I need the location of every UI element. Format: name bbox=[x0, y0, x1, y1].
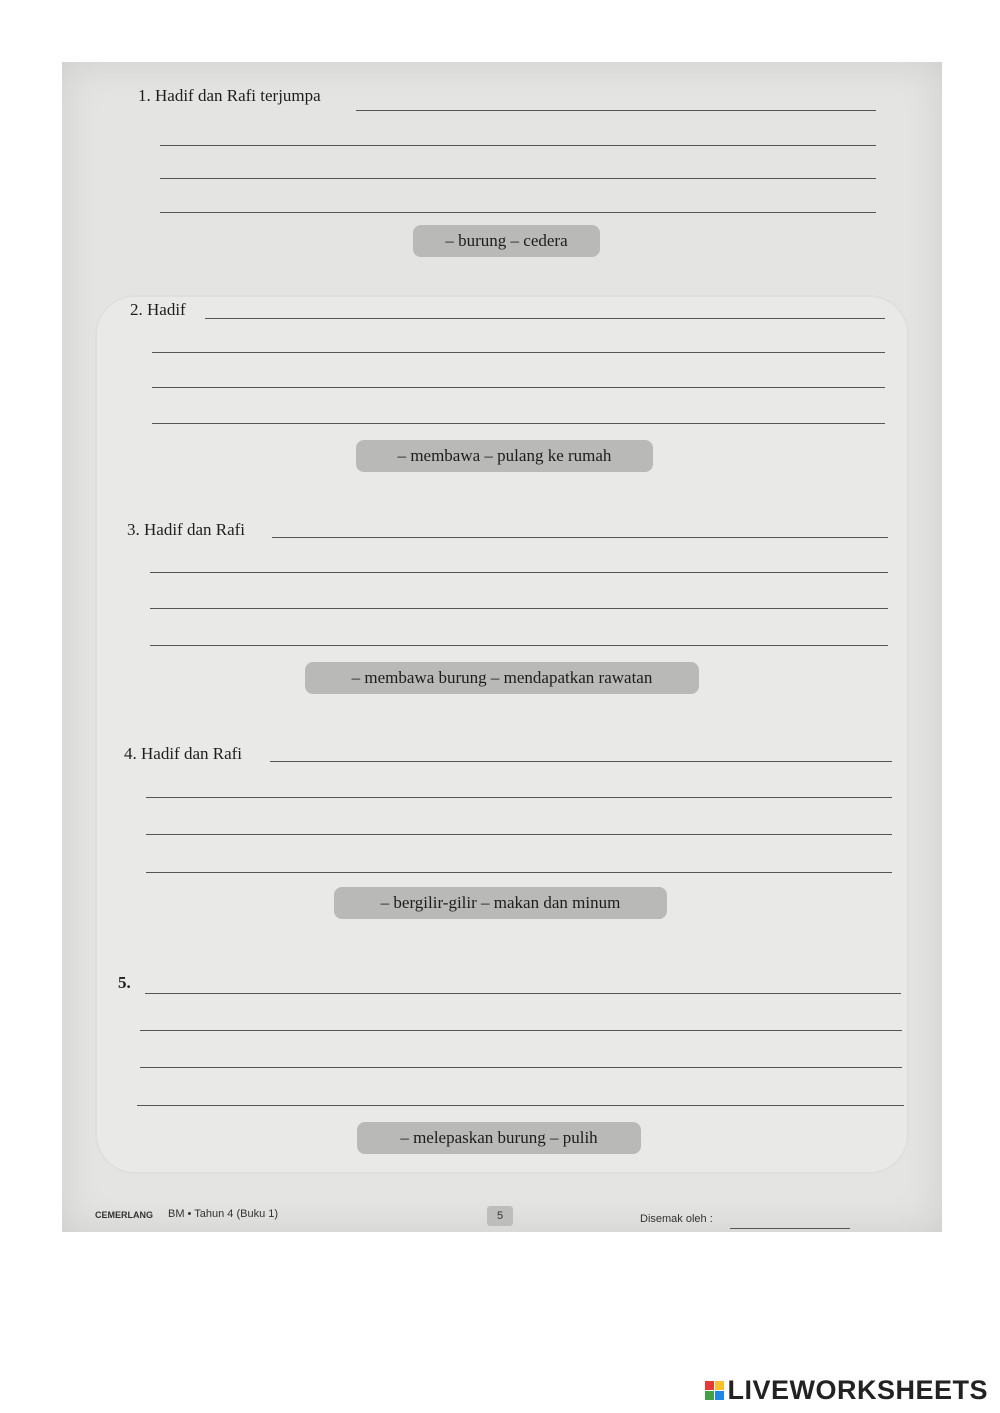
answer-line-2-4[interactable] bbox=[152, 423, 885, 424]
question-2-label: 2. Hadif bbox=[130, 300, 186, 319]
answer-line-4-4[interactable] bbox=[146, 872, 892, 873]
answer-line-2-2[interactable] bbox=[152, 352, 885, 353]
answer-line-3-3[interactable] bbox=[150, 608, 888, 609]
publisher-logo: CEMERLANG bbox=[95, 1210, 153, 1220]
hint-box-1: – burung – cedera bbox=[413, 225, 600, 257]
answer-line-5-2[interactable] bbox=[140, 1030, 902, 1031]
answer-line-2-1[interactable] bbox=[205, 318, 885, 319]
checked-by-label: Disemak oleh : bbox=[640, 1213, 713, 1225]
answer-line-4-3[interactable] bbox=[146, 834, 892, 835]
book-title: BM • Tahun 4 (Buku 1) bbox=[168, 1208, 279, 1220]
hint-box-2: – membawa – pulang ke rumah bbox=[356, 440, 653, 472]
answer-line-4-2[interactable] bbox=[146, 797, 892, 798]
answer-line-3-1[interactable] bbox=[272, 537, 888, 538]
brand-text: LIVEWORKSHEETS bbox=[727, 1375, 988, 1405]
hint-box-5: – melepaskan burung – pulih bbox=[357, 1122, 641, 1154]
answer-line-3-4[interactable] bbox=[150, 645, 888, 646]
answer-line-5-1[interactable] bbox=[145, 993, 901, 994]
checked-by-line[interactable] bbox=[730, 1228, 850, 1229]
answer-line-1-4[interactable] bbox=[160, 212, 876, 213]
hint-box-4: – bergilir-gilir – makan dan minum bbox=[334, 887, 667, 919]
liveworksheets-logo-icon bbox=[705, 1381, 724, 1400]
answer-line-1-1[interactable] bbox=[356, 110, 876, 111]
liveworksheets-watermark bbox=[705, 1375, 988, 1406]
question-3-label: 3. Hadif dan Rafi bbox=[127, 520, 246, 539]
faded-background-illustration bbox=[95, 295, 909, 1174]
question-5-label: 5. bbox=[118, 973, 131, 992]
answer-line-2-3[interactable] bbox=[152, 387, 885, 388]
answer-line-5-4[interactable] bbox=[137, 1105, 904, 1106]
answer-line-1-3[interactable] bbox=[160, 178, 876, 179]
answer-line-5-3[interactable] bbox=[140, 1067, 902, 1068]
answer-line-4-1[interactable] bbox=[270, 761, 892, 762]
hint-box-3: – membawa burung – mendapatkan rawatan bbox=[305, 662, 699, 694]
question-1-label: 1. Hadif dan Rafi terjumpa bbox=[138, 86, 321, 105]
answer-line-1-2[interactable] bbox=[160, 145, 876, 146]
page-number: 5 bbox=[487, 1206, 513, 1226]
question-4-label: 4. Hadif dan Rafi bbox=[124, 744, 243, 763]
answer-line-3-2[interactable] bbox=[150, 572, 888, 573]
